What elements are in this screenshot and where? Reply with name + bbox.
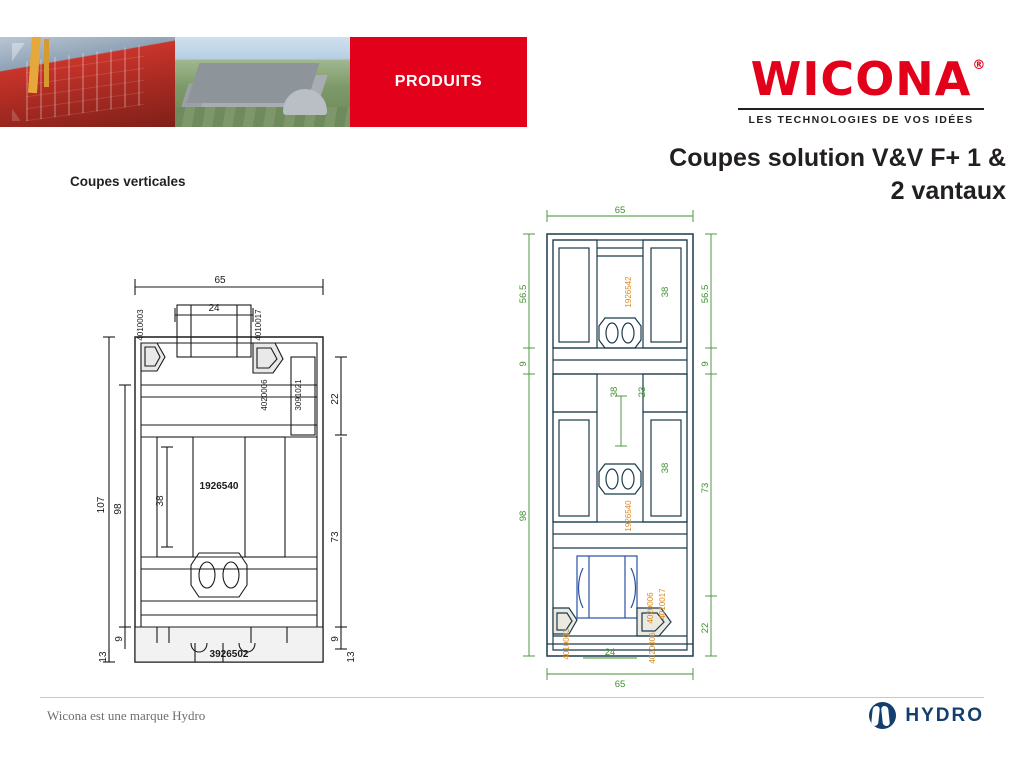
dim-r-inner-38-top: 38	[660, 286, 671, 298]
dim-r-center-23: 23	[637, 386, 648, 398]
footer-divider	[40, 697, 984, 698]
dim-top-width: 65	[214, 275, 226, 286]
wicona-tagline: LES TECHNOLOGIES DE VOS IDÉES	[748, 114, 974, 126]
page-title-line-1: Coupes solution V&V F+ 1 &	[669, 144, 1006, 172]
dim-r-right-9: 9	[700, 361, 711, 367]
dim-r-left-565: 56.5	[518, 284, 529, 304]
part-profile-center: 1926540	[199, 481, 239, 492]
crane-shape	[28, 37, 41, 93]
dim-r-right-565: 56.5	[700, 284, 711, 304]
footer-note: Wicona est une marque Hydro	[47, 708, 206, 723]
registered-trademark-icon: ®	[972, 58, 987, 73]
factory-aerial-photo	[175, 37, 350, 127]
left-section-drawing	[95, 265, 365, 690]
part-r-profile-mid: 1926540	[624, 500, 633, 532]
dim-right-22: 22	[330, 393, 341, 405]
dim-inner-38: 38	[155, 495, 166, 507]
dome-shape	[283, 89, 327, 115]
dim-left-98: 98	[113, 503, 124, 515]
building-facade-photo	[0, 37, 175, 127]
dim-r-inner-38-bottom: 38	[660, 462, 671, 474]
page-title-line-2: 2 vantaux	[890, 177, 1006, 205]
part-r-gasket-b: 4020006	[646, 592, 655, 624]
part-gasket-left: 4010003	[136, 309, 145, 341]
part-profile-mid-right: 3091021	[294, 379, 303, 411]
part-r-profile-top: 1926542	[624, 276, 633, 308]
header-image-strip	[0, 37, 527, 127]
dim-left-107: 107	[96, 496, 107, 514]
dim-r-bottom-width: 65	[614, 679, 626, 690]
produits-label: PRODUITS	[394, 73, 483, 90]
wicona-brand-text: WICONA	[750, 52, 972, 106]
dim-bottom-left-9: 9	[114, 636, 125, 642]
produits-banner	[350, 37, 527, 127]
part-gasket-right: 4010017	[254, 309, 263, 341]
hydro-logo	[869, 702, 984, 729]
dim-r-center-38-top: 38	[609, 386, 620, 398]
part-profile-bottom: 3926502	[209, 649, 249, 660]
crane-shape-secondary	[44, 39, 49, 87]
part-profile-mid-left: 4020006	[260, 379, 269, 411]
dim-r-right-73: 73	[700, 482, 711, 494]
dim-r-top-width: 65	[614, 205, 626, 216]
right-section-drawing	[505, 196, 755, 691]
dim-r-bottom-24: 24	[604, 647, 616, 658]
dim-right-73: 73	[330, 531, 341, 543]
dim-bottom-left-13: 13	[98, 651, 109, 663]
dim-r-left-98: 98	[518, 510, 529, 522]
section-subtitle: Coupes verticales	[70, 174, 186, 189]
part-r-gasket-d: 4020006	[648, 632, 657, 664]
hydro-wordmark: HYDRO	[905, 704, 984, 726]
logo-divider	[738, 108, 984, 110]
dim-sash-width: 24	[208, 303, 220, 314]
dim-r-right-22: 22	[700, 622, 711, 634]
dim-r-left-9: 9	[518, 361, 529, 367]
hydro-mark-icon	[869, 702, 896, 729]
wicona-logo	[736, 52, 987, 126]
part-r-gasket-c: 4010003	[562, 628, 571, 660]
part-r-gasket-a: 4010017	[658, 588, 667, 620]
dim-bottom-right-13: 13	[346, 651, 357, 663]
dim-bottom-right-9: 9	[330, 636, 341, 642]
wicona-wordmark	[750, 52, 987, 106]
